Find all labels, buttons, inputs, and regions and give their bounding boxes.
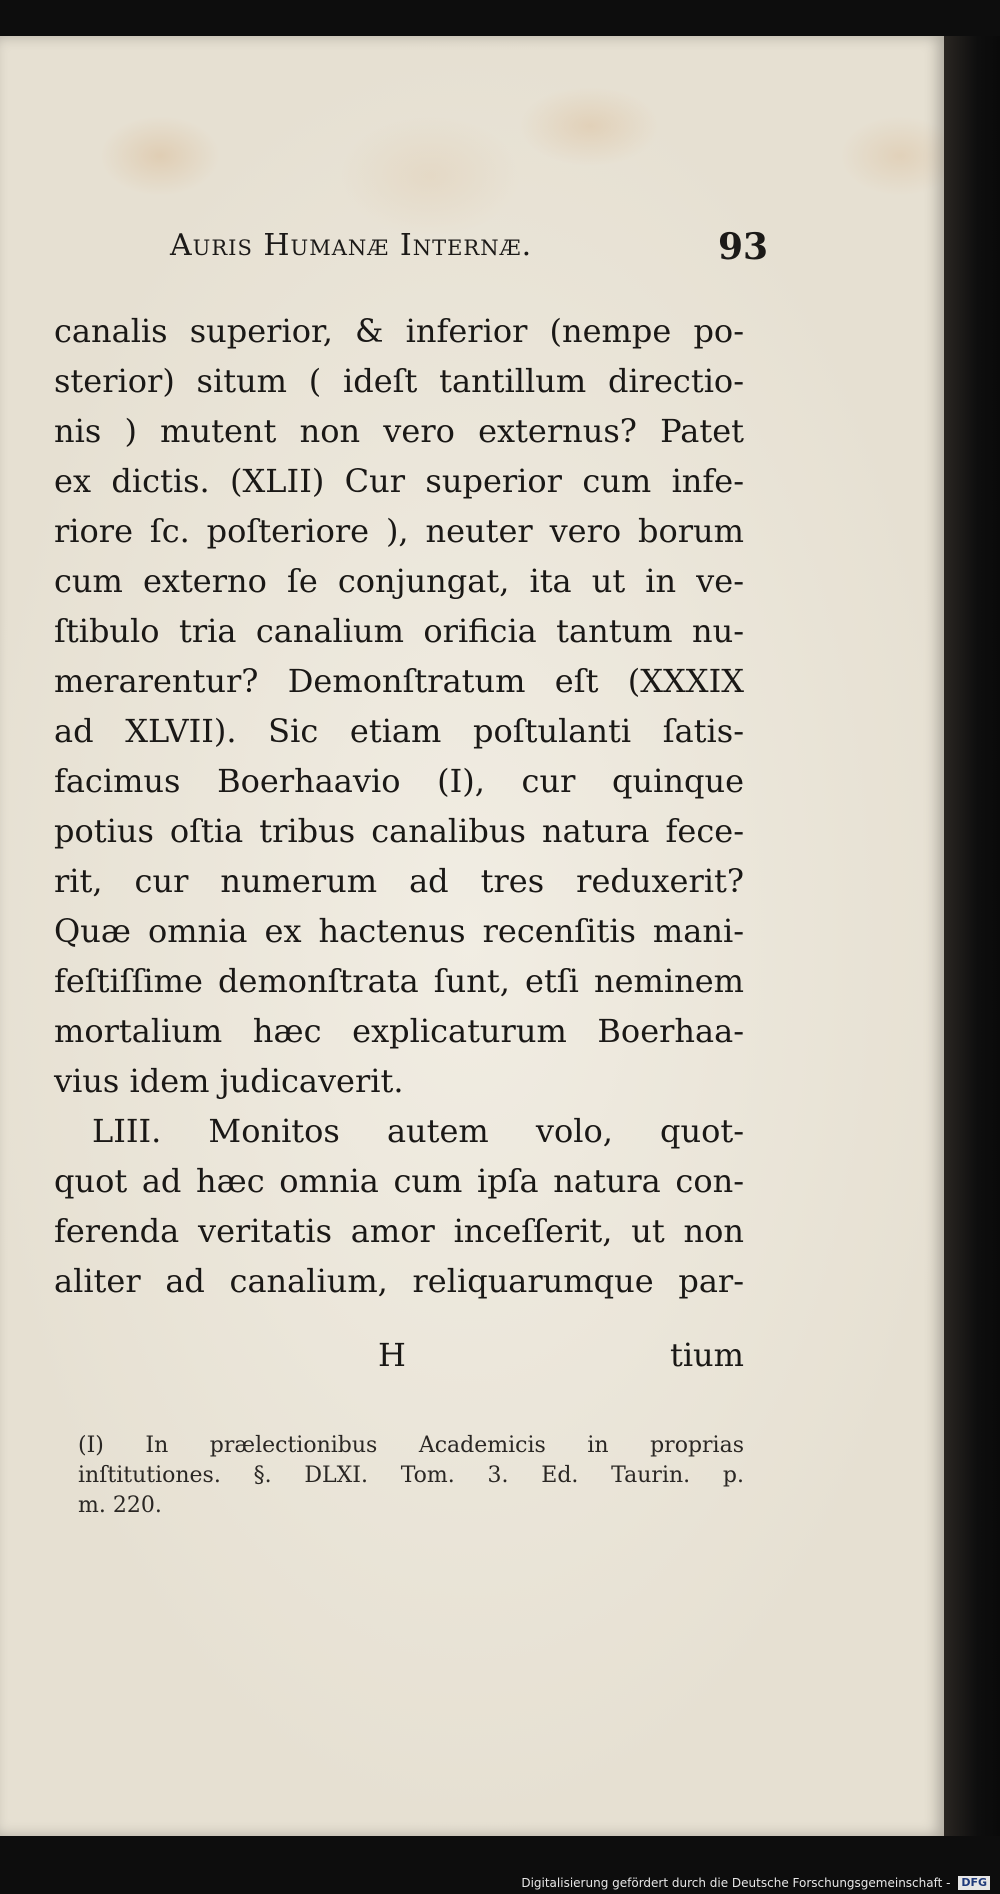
text-line: merarentur? Demonſtratum eſt (XXXIX bbox=[54, 662, 744, 700]
text-line: ſtibulo tria canalium orificia tantum nu- bbox=[54, 612, 744, 650]
text-line: mortalium hæc explicaturum Boerhaa- bbox=[54, 1012, 744, 1050]
text-line: Quæ omnia ex hactenus recenſitis mani- bbox=[54, 912, 744, 950]
text-line: sterior) situm ( ideſt tantillum directio- bbox=[54, 362, 744, 400]
footnote-line: m. 220. bbox=[78, 1493, 162, 1518]
text-line: riore ſc. poſteriore ), neuter vero borum bbox=[54, 512, 744, 550]
text-line: feſtiſſime demonſtrata ſunt, etſi neminem bbox=[54, 962, 744, 1000]
page-header bbox=[0, 186, 944, 268]
footnote-line: inſtitutiones. §. DLXI. Tom. 3. Ed. Taurin. p. bbox=[78, 1463, 744, 1488]
signature-mark: H bbox=[378, 1336, 406, 1374]
text-line: rit, cur numerum ad tres reduxerit? bbox=[54, 862, 744, 900]
body-text bbox=[54, 306, 744, 1306]
text-line: cum externo ſe conjungat, ita ut in ve- bbox=[54, 562, 744, 600]
dfg-logo: DFG bbox=[958, 1876, 990, 1890]
credit-text: Digitalisierung gefördert durch die Deutsche Forschungsgemeinschaft - bbox=[521, 1875, 951, 1890]
text-line: potius oſtia tribus canalibus natura fece- bbox=[54, 812, 744, 850]
text-line: facimus Boerhaavio (I), cur quinque bbox=[54, 762, 744, 800]
text-line: canalis superior, & inferior (nempe po- bbox=[54, 312, 744, 350]
text-line: ferenda veritatis amor inceſſerit, ut non bbox=[54, 1212, 744, 1250]
text-line: aliter ad canalium, reliquarumque par- bbox=[54, 1262, 744, 1300]
text-line: vius idem judicaverit. bbox=[54, 1062, 404, 1100]
footnote-line: (I) In prælectionibus Academicis in proprias bbox=[78, 1433, 744, 1458]
catchword: tium bbox=[669, 1336, 744, 1374]
text-line-paragraph-start: LIII. Monitos autem volo, quot- bbox=[92, 1112, 744, 1150]
text-line: ex dictis. (XLII) Cur superior cum infe- bbox=[54, 462, 744, 500]
book-page bbox=[0, 36, 944, 1836]
running-title: Auris Humanæ Internæ. bbox=[170, 228, 533, 263]
signature-row bbox=[54, 1336, 744, 1386]
page-number: 93 bbox=[718, 226, 769, 268]
text-line: ad XLVII). Sic etiam poſtulanti ſatis- bbox=[54, 712, 744, 750]
book-gutter bbox=[944, 36, 1000, 1836]
footnote bbox=[78, 1431, 744, 1521]
text-line: nis ) mutent non vero externus? Patet bbox=[54, 412, 744, 450]
text-line: quot ad hæc omnia cum ipſa natura con- bbox=[54, 1162, 744, 1200]
digitization-credit bbox=[521, 1876, 990, 1891]
